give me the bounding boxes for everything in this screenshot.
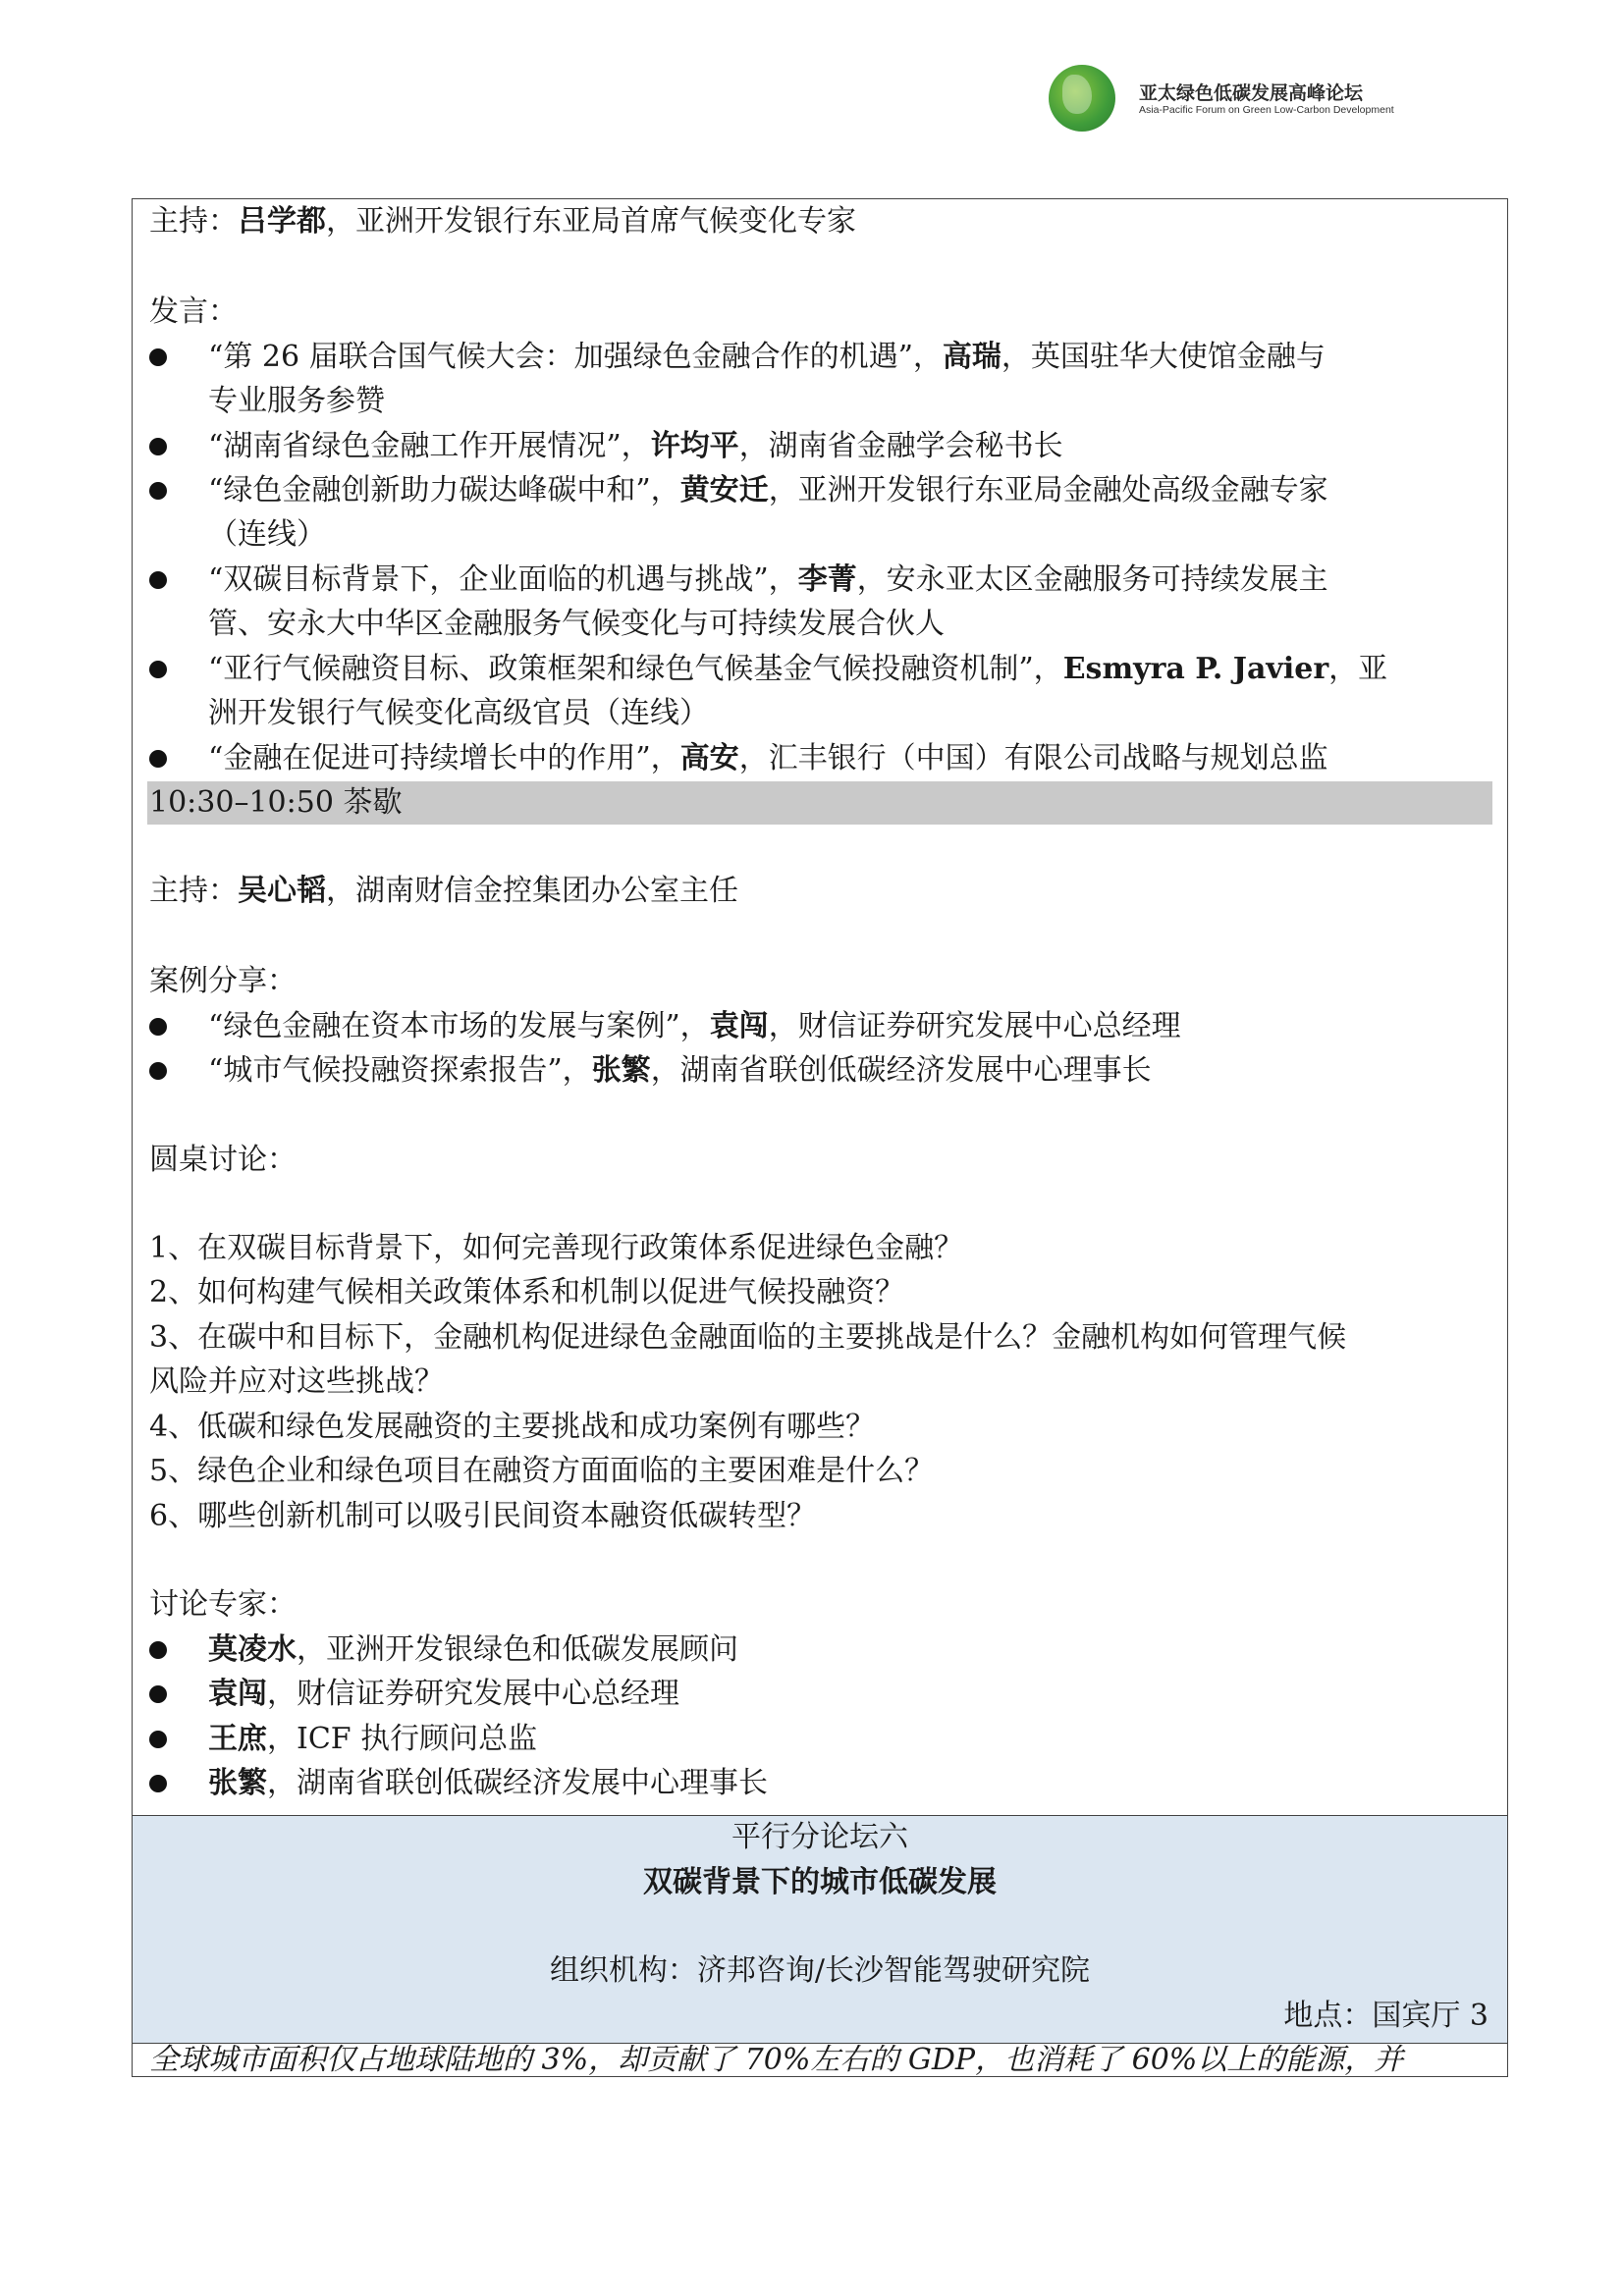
- forum6-organizer: 组织机构：济邦咨询/长沙智能驾驶研究院: [549, 1953, 1091, 1988]
- question-item: 5、绿色企业和绿色项目在融资方面面临的主要困难是什么？: [149, 1454, 935, 1488]
- speech-item-cont: （连线）: [208, 517, 326, 552]
- speech-item-cont: 专业服务参赞: [208, 384, 385, 418]
- speech-item-cont: 管、安永大中华区金融服务气候变化与可持续发展合伙人: [208, 607, 945, 641]
- bullet-icon: [149, 438, 167, 455]
- case-item: “绿色金融在资本市场的发展与案例”，袁闯，财信证券研究发展中心总经理: [208, 1009, 1181, 1043]
- expert-item: 袁闯，财信证券研究发展中心总经理: [208, 1677, 679, 1711]
- question-item: 1、在双碳目标背景下，如何完善现行政策体系促进绿色金融？: [149, 1231, 964, 1265]
- question-item: 4、低碳和绿色发展融资的主要挑战和成功案例有哪些？: [149, 1410, 876, 1444]
- speech-item: “双碳目标背景下，企业面临的机遇与挑战”，李菁，安永亚太区金融服务可持续发展主: [208, 562, 1328, 597]
- session1-host: 主持：吕学都，亚洲开发银行东亚局首席气候变化专家: [149, 204, 856, 239]
- host-name: 吕学都: [238, 204, 326, 239]
- tea-break: [149, 783, 402, 823]
- forum6-intro: 全球城市面积仅占地球陆地的 3%，却贡献了 70%左右的 GDP，也消耗了 60%以上的能源，并: [149, 2043, 1404, 2077]
- bullet-icon: [149, 1641, 167, 1659]
- forum6-location: 地点：国宾厅 3: [1283, 1999, 1489, 2033]
- forum6-title: 双碳背景下的城市低碳发展: [643, 1865, 997, 1899]
- host-name: 吴心韬: [238, 874, 326, 908]
- speech-item: “金融在促进可持续增长中的作用”，高安，汇丰银行（中国）有限公司战略与规划总监: [208, 741, 1328, 775]
- speech-item: “第 26 届联合国气候大会：加强绿色金融合作的机遇”，高瑞，英国驻华大使馆金融与: [208, 340, 1326, 374]
- expert-item: 王庶，ICF 执行顾问总监: [208, 1722, 538, 1756]
- row-divider: [133, 1815, 1507, 1816]
- bullet-icon: [149, 750, 167, 768]
- expert-item: 莫凌水，亚洲开发银绿色和低碳发展顾问: [208, 1632, 738, 1667]
- bullet-icon: [149, 1775, 167, 1792]
- speech-item: “亚行气候融资目标、政策框架和绿色气候基金气候投融资机制”，Esmyra P. Javier，亚: [208, 652, 1388, 686]
- case-item: “城市气候投融资探索报告”，张繁，湖南省联创低碳经济发展中心理事长: [208, 1053, 1152, 1088]
- session2-host: 主持：吴心韬，湖南财信金控集团办公室主任: [149, 874, 738, 908]
- experts-label: 讨论专家：: [149, 1587, 297, 1622]
- question-item: 6、哪些创新机制可以吸引民间资本融资低碳转型？: [149, 1499, 817, 1533]
- question-item: 3、在碳中和目标下，金融机构促进绿色金融面临的主要挑战是什么？金融机构如何管理气候: [149, 1320, 1347, 1355]
- bullet-icon: [149, 482, 167, 500]
- bullet-icon: [149, 571, 167, 589]
- logo-name-cn: 亚太绿色低碳发展高峰论坛: [1139, 82, 1364, 104]
- roundtable-label: 圆桌讨论：: [149, 1143, 297, 1177]
- bullet-icon: [149, 1685, 167, 1703]
- bullet-icon: [149, 348, 167, 366]
- logo-name-en: Asia-Pacific Forum on Green Low-Carbon Development: [1139, 104, 1394, 116]
- forum-logo: [1049, 65, 1394, 135]
- question-item: 2、如何构建气候相关政策体系和机制以促进气候投融资？: [149, 1275, 905, 1309]
- bullet-icon: [149, 1062, 167, 1080]
- bullet-icon: [149, 1731, 167, 1748]
- forum6-label: 平行分论坛六: [731, 1820, 908, 1854]
- expert-item: 张繁，湖南省联创低碳经济发展中心理事长: [208, 1766, 768, 1800]
- bullet-icon: [149, 1018, 167, 1036]
- speech-item-cont: 洲开发银行气候变化高级官员（连线）: [208, 696, 709, 730]
- question-item-cont: 风险并应对这些挑战？: [149, 1364, 444, 1399]
- speech-item: “绿色金融创新助力碳达峰碳中和”，黄安迁，亚洲开发银行东亚局金融处高级金融专家: [208, 473, 1328, 507]
- bullet-icon: [149, 661, 167, 678]
- globe-leaf-icon: [1049, 65, 1115, 132]
- speech-item: “湖南省绿色金融工作开展情况”，许均平，湖南省金融学会秘书长: [208, 429, 1063, 463]
- break-time: 10:30–10:50: [149, 785, 334, 820]
- speech-label: 发言：: [149, 294, 238, 329]
- break-label: 茶歇: [343, 785, 403, 820]
- case-label: 案例分享：: [149, 964, 297, 998]
